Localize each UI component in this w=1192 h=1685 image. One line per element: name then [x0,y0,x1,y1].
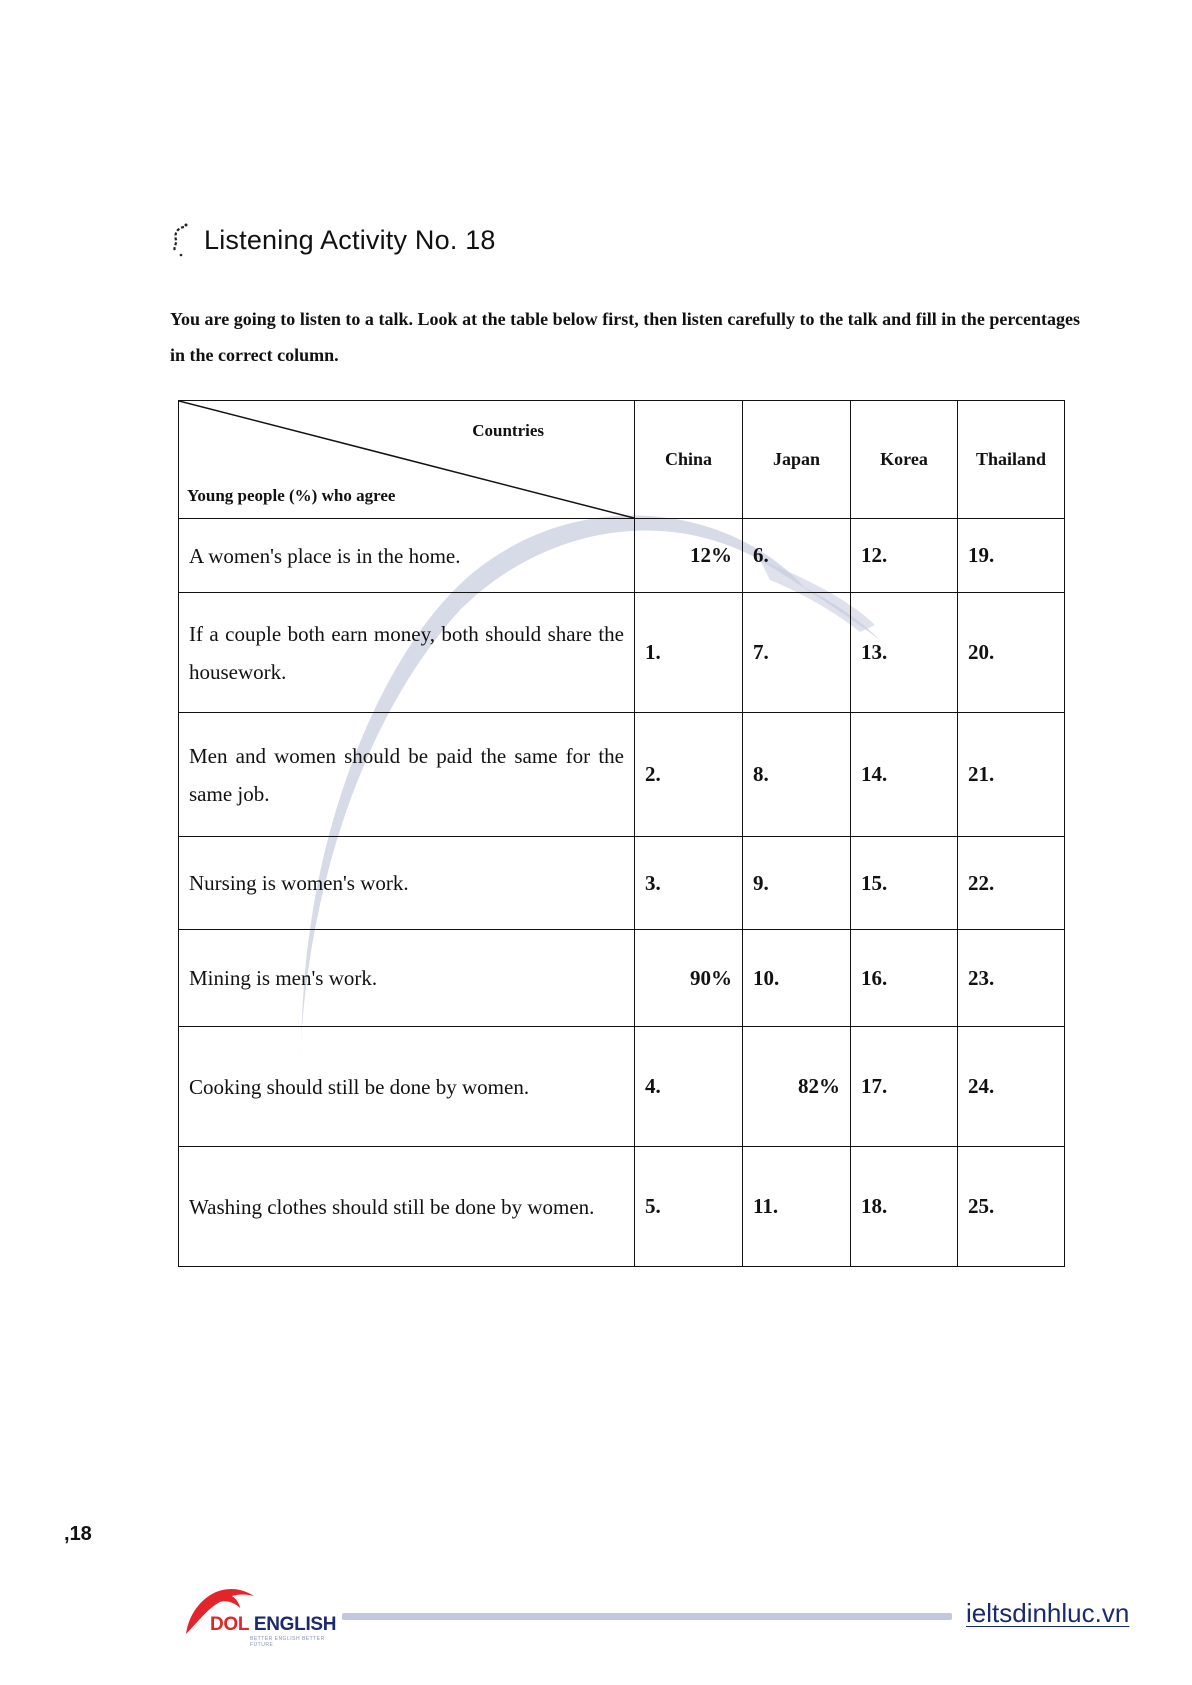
answer-cell-korea: 12. [851,519,958,593]
answer-cell-japan: 9. [743,837,851,930]
answer-cell-korea: 18. [851,1147,958,1267]
answer-cell-thailand: 20. [958,593,1065,713]
activity-heading [168,222,496,258]
footer-divider [342,1613,952,1620]
survey-table [178,400,1065,1267]
answer-cell-japan: 82% [743,1027,851,1147]
activity-title: Listening Activity No. 18 [204,224,496,255]
answer-cell-thailand: 22. [958,837,1065,930]
answer-cell-china: 90% [635,930,743,1027]
table-row [179,930,1065,1027]
country-header: Korea [851,401,958,519]
answer-cell-korea: 13. [851,593,958,713]
answer-cell-china: 1. [635,593,743,713]
logo-wordmark: DOL ENGLISH [210,1614,337,1635]
ear-listening-icon [168,222,192,258]
statement-cell: Mining is men's work. [179,930,635,1027]
statement-cell: A women's place is in the home. [179,519,635,593]
table-row [179,713,1065,837]
answer-cell-korea: 16. [851,930,958,1027]
answer-cell-china: 12% [635,519,743,593]
page-number: ,18 [64,1523,92,1545]
diagonal-header-cell [179,401,635,519]
answer-cell-japan: 8. [743,713,851,837]
dol-english-logo[interactable] [180,1578,340,1648]
header-young-people-label: Young people (%) who agree [187,486,396,505]
header-countries-label: Countries [472,421,544,440]
statement-cell: Washing clothes should still be done by women. [179,1147,635,1267]
answer-cell-korea: 14. [851,713,958,837]
answer-cell-thailand: 19. [958,519,1065,593]
table-row [179,1147,1065,1267]
statement-cell: Nursing is women's work. [179,837,635,930]
answer-cell-korea: 17. [851,1027,958,1147]
answer-cell-china: 4. [635,1027,743,1147]
statement-cell: If a couple both earn money, both should share the housework. [179,593,635,713]
logo-tagline: BETTER ENGLISH BETTER FUTURE [250,1636,325,1648]
country-header: Japan [743,401,851,519]
table-row [179,593,1065,713]
answer-cell-japan: 10. [743,930,851,1027]
statement-cell: Men and women should be paid the same for the same job. [179,713,635,837]
table-row [179,519,1065,593]
table-header-row [179,401,1065,519]
website-link[interactable]: ieltsdinhluc.vn [966,1598,1130,1628]
answer-cell-china: 2. [635,713,743,837]
answer-cell-japan: 7. [743,593,851,713]
answer-cell-thailand: 24. [958,1027,1065,1147]
answer-cell-japan: 6. [743,519,851,593]
country-header: Thailand [958,401,1065,519]
answer-cell-thailand: 21. [958,713,1065,837]
instructions-text: You are going to listen to a talk. Look at the table below first, then listen carefully to the talk and fill in the percentages in the correct column. [170,309,1080,365]
table-row [179,1027,1065,1147]
table-row [179,837,1065,930]
answer-cell-thailand: 23. [958,930,1065,1027]
answer-cell-china: 3. [635,837,743,930]
answer-cell-korea: 15. [851,837,958,930]
answer-cell-japan: 11. [743,1147,851,1267]
answer-cell-thailand: 25. [958,1147,1065,1267]
answer-cell-china: 5. [635,1147,743,1267]
statement-cell: Cooking should still be done by women. [179,1027,635,1147]
country-header: China [635,401,743,519]
